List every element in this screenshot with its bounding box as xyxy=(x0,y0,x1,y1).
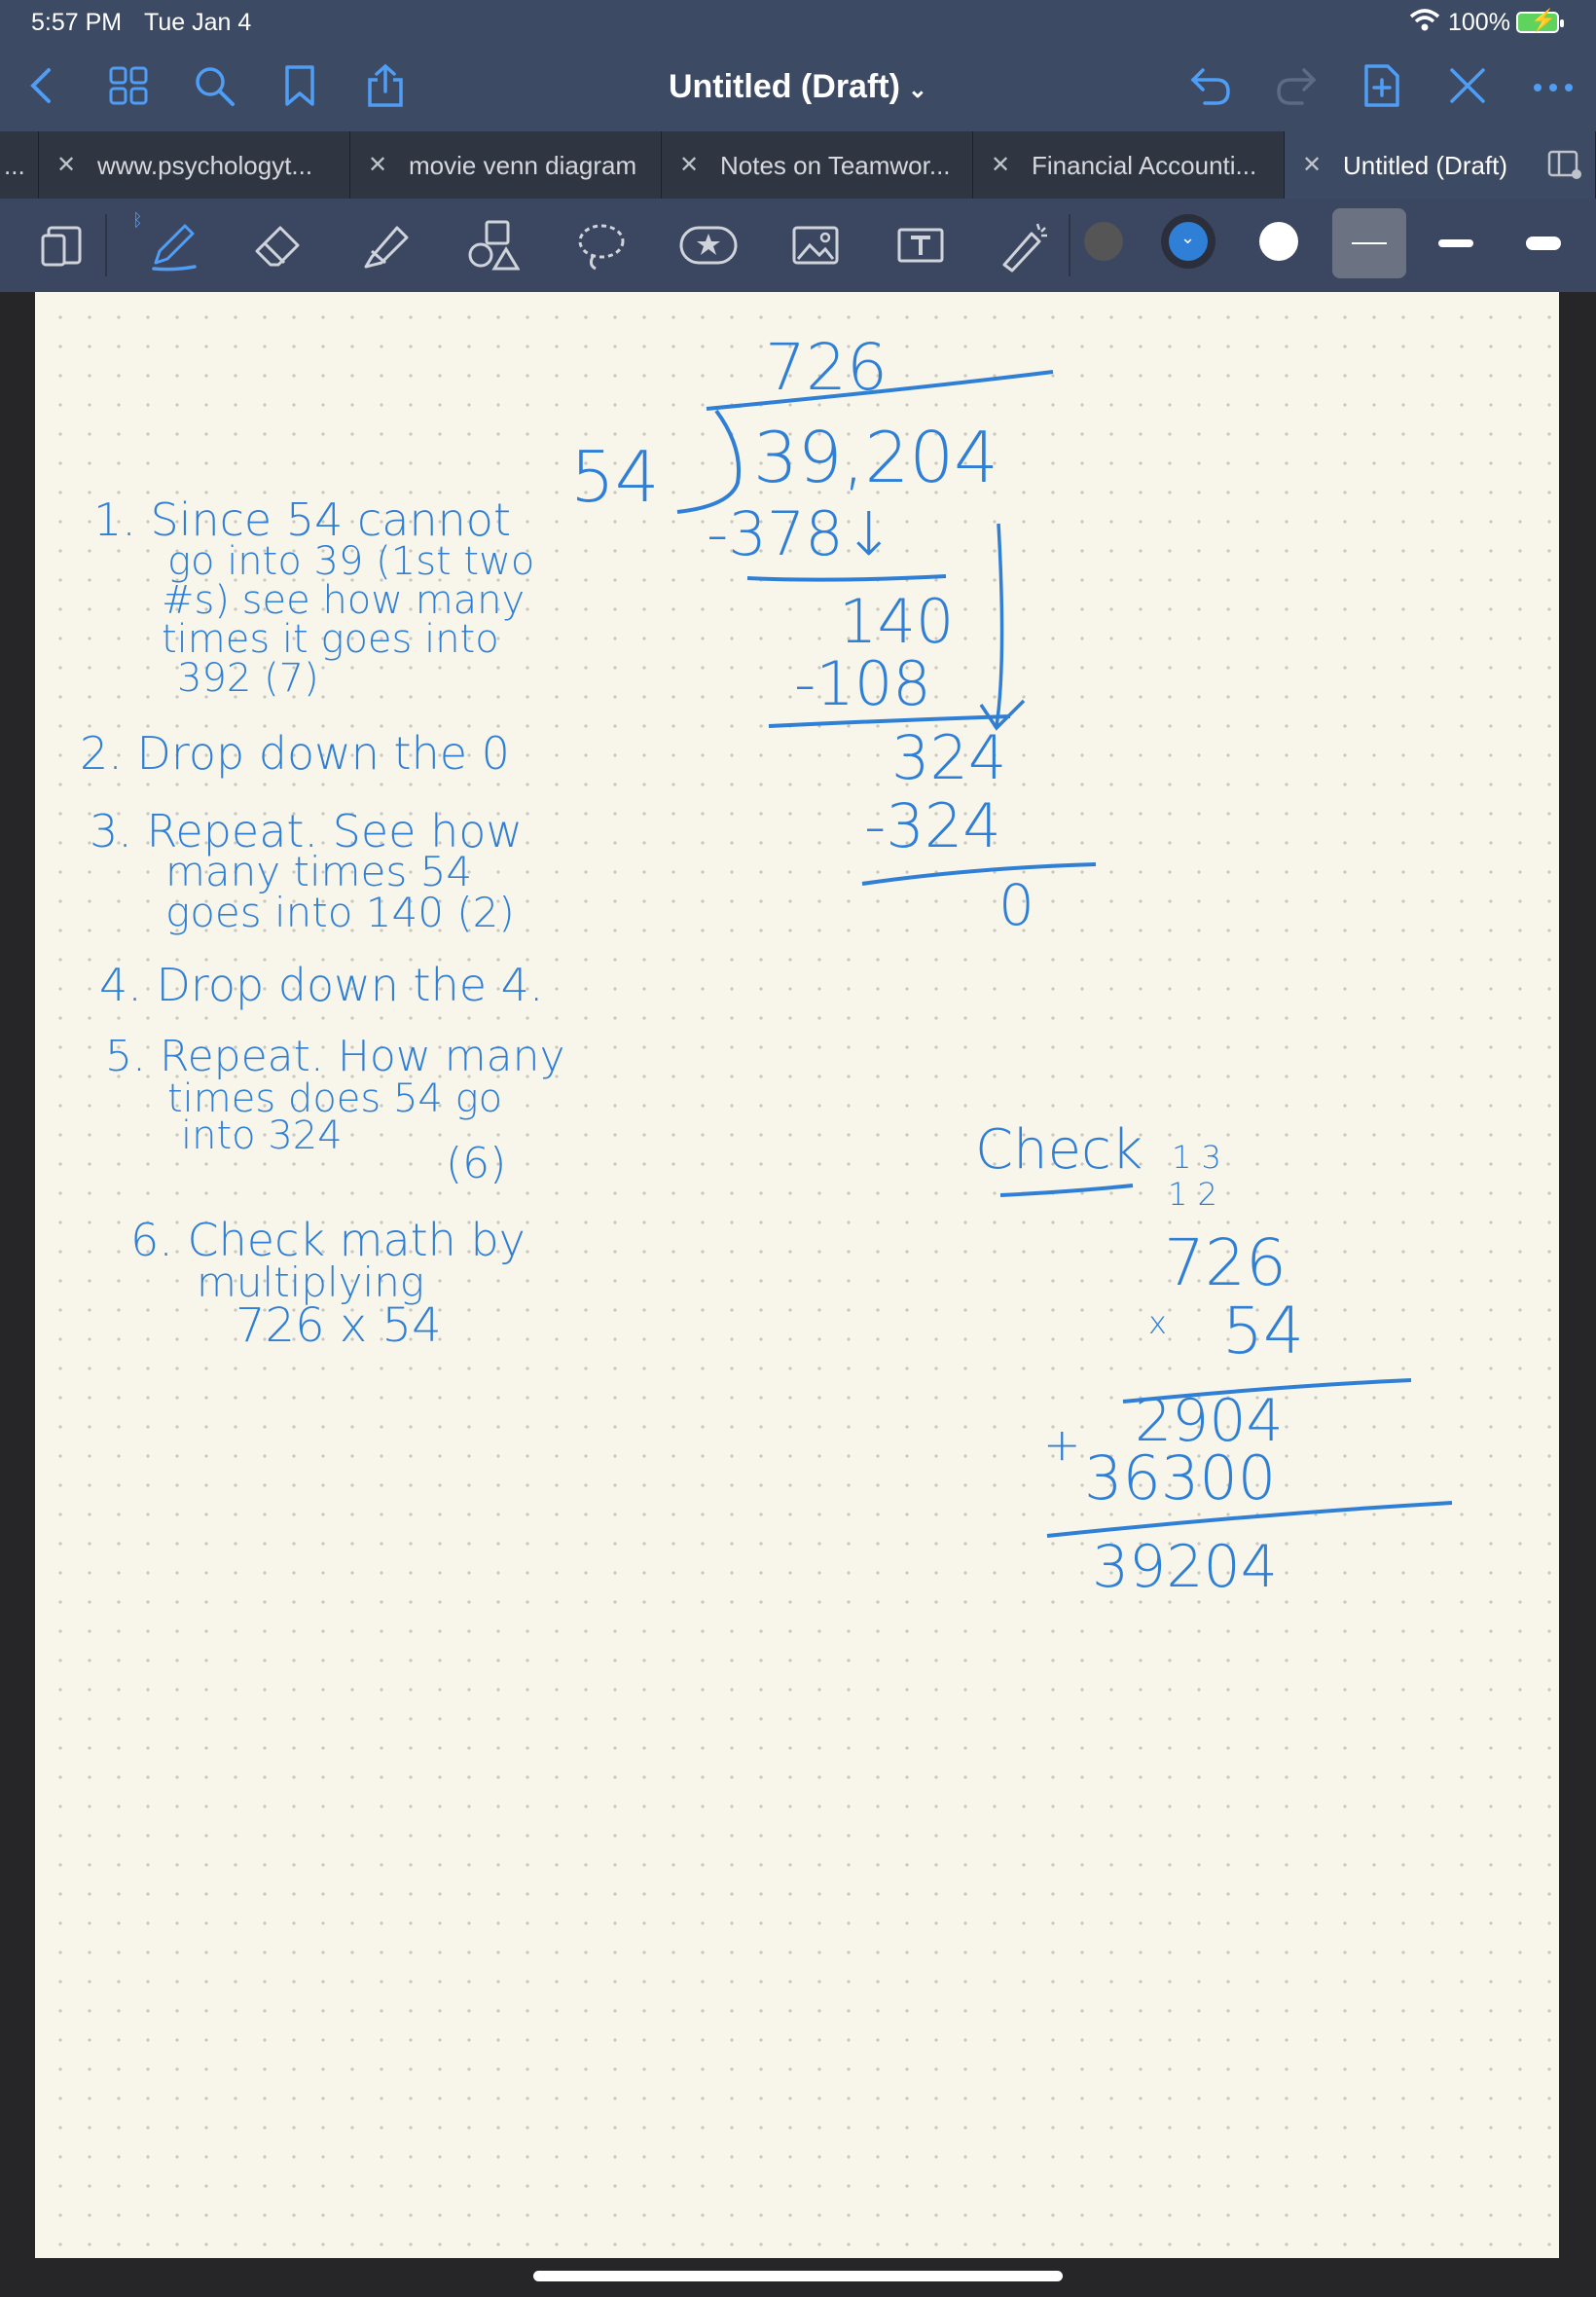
close-icon[interactable]: ✕ xyxy=(1302,152,1323,178)
close-icon[interactable]: ✕ xyxy=(991,152,1011,178)
color-swatch-blue[interactable] xyxy=(1169,222,1208,261)
check-result: 39204 xyxy=(1092,1533,1278,1601)
subtract-378: -378↓ xyxy=(707,498,894,569)
step-4-line-1: 4. Drop down the 4. xyxy=(99,959,544,1011)
chevron-down-icon[interactable]: ⌄ xyxy=(907,77,928,103)
redo-icon[interactable] xyxy=(1273,62,1320,109)
step-3-line-1: 3. Repeat. See how xyxy=(90,805,524,857)
battery-percent: 100% xyxy=(1448,9,1510,36)
dividend: 39,204 xyxy=(753,417,998,498)
step-1-line-5: 392 (7) xyxy=(177,656,319,701)
check-top: 726 xyxy=(1164,1225,1287,1300)
tab-movie-venn[interactable]: ✕ movie venn diagram xyxy=(350,131,662,199)
step-5-line-1: 5. Repeat. How many xyxy=(105,1032,565,1081)
carry-digits-2: 1 2 xyxy=(1168,1176,1217,1213)
thickness-thick[interactable] xyxy=(1506,208,1580,278)
remainder-324: 324 xyxy=(891,722,1007,793)
toolbar-divider xyxy=(1069,214,1070,276)
division-bracket xyxy=(677,411,739,512)
bluetooth-icon: ᛒ xyxy=(132,210,143,230)
document-title[interactable]: Untitled (Draft) ⌄ xyxy=(668,68,928,105)
page-flip-icon[interactable] xyxy=(37,218,91,273)
subtract-108: -108 xyxy=(794,648,931,719)
tab-psychology[interactable]: ✕ www.psychologyt... xyxy=(39,131,350,199)
check-label: Check xyxy=(975,1118,1143,1182)
steps-list xyxy=(80,493,565,1353)
step-3-line-3: goes into 140 (2) xyxy=(165,889,515,936)
split-view-icon[interactable] xyxy=(1547,149,1582,187)
wifi-icon xyxy=(1409,8,1440,40)
step-5-line-2: times does 54 go xyxy=(167,1076,503,1121)
step-1-line-1: 1. Since 54 cannot xyxy=(93,493,511,546)
step-5-line-3: into 324 xyxy=(181,1113,343,1158)
color-swatch-gray[interactable] xyxy=(1084,222,1123,261)
pen-icon[interactable] xyxy=(132,210,200,273)
tab-teamwork[interactable]: ✕ Notes on Teamwor... xyxy=(662,131,973,199)
remainder-140: 140 xyxy=(839,586,955,657)
home-indicator[interactable] xyxy=(533,2271,1063,2281)
quotient: 726 xyxy=(765,330,888,405)
underline-1 xyxy=(747,576,946,580)
drop-arrow-line xyxy=(981,524,1024,728)
eraser-icon[interactable] xyxy=(251,218,306,273)
check-times: x xyxy=(1148,1304,1167,1341)
status-bar xyxy=(0,0,1596,45)
carry-digits: 1 3 xyxy=(1172,1139,1221,1176)
toolbar-divider xyxy=(105,214,107,276)
tab-untitled-draft[interactable]: ✕ Untitled (Draft) xyxy=(1285,131,1596,199)
battery-icon: ⚡ xyxy=(1516,12,1559,33)
sticker-icon[interactable] xyxy=(679,218,738,273)
handwriting-layer xyxy=(35,292,1559,2258)
tab-financial[interactable]: ✕ Financial Accounti... xyxy=(973,131,1285,199)
close-icon[interactable]: ✕ xyxy=(679,152,700,178)
check-underline xyxy=(1000,1185,1133,1195)
step-2-line-1: 2. Drop down the 0 xyxy=(80,727,510,780)
image-icon[interactable] xyxy=(788,218,843,273)
shapes-icon[interactable] xyxy=(465,218,520,273)
tab-overflow[interactable]: ... xyxy=(0,131,39,199)
partial-product-2: 36300 xyxy=(1084,1442,1277,1513)
check-bottom: 54 xyxy=(1222,1294,1304,1368)
step-5-line-4: (6) xyxy=(446,1139,507,1188)
close-icon[interactable]: ✕ xyxy=(368,152,388,178)
underline-3 xyxy=(862,864,1096,884)
step-1-line-2: go into 39 (1st two xyxy=(167,539,535,584)
final-remainder: 0 xyxy=(998,872,1034,938)
status-date: Tue Jan 4 xyxy=(144,9,252,36)
lasso-icon[interactable] xyxy=(574,218,629,273)
partial-product-1: 2904 xyxy=(1135,1387,1284,1455)
chevron-down-icon: ⌄ xyxy=(1180,228,1196,247)
add-page-icon[interactable] xyxy=(1359,62,1405,109)
color-swatch-white[interactable] xyxy=(1259,222,1298,261)
laser-icon[interactable] xyxy=(997,218,1051,273)
status-time: 5:57 PM xyxy=(31,9,123,36)
check-plus: + xyxy=(1043,1418,1081,1471)
subtract-324: -324 xyxy=(864,790,1001,861)
divisor: 54 xyxy=(570,436,660,518)
step-6-line-2: multiplying xyxy=(197,1258,425,1306)
step-6-line-3: 726 x 54 xyxy=(236,1298,442,1353)
undo-icon[interactable] xyxy=(1187,62,1234,109)
step-3-line-2: many times 54 xyxy=(165,848,473,895)
close-pen-icon[interactable] xyxy=(1444,62,1491,109)
step-1-line-4: times it goes into xyxy=(162,617,499,662)
note-page[interactable] xyxy=(35,292,1559,2258)
more-icon[interactable] xyxy=(1530,62,1577,109)
thickness-medium[interactable] xyxy=(1419,208,1493,278)
tab-bar xyxy=(0,131,1596,200)
thickness-thin-selected[interactable] xyxy=(1332,208,1406,278)
text-icon[interactable] xyxy=(893,218,948,273)
highlighter-icon[interactable] xyxy=(358,218,413,273)
close-icon[interactable]: ✕ xyxy=(56,152,77,178)
step-1-line-3: #s) see how many xyxy=(162,578,526,623)
step-6-line-1: 6. Check math by xyxy=(130,1214,526,1266)
